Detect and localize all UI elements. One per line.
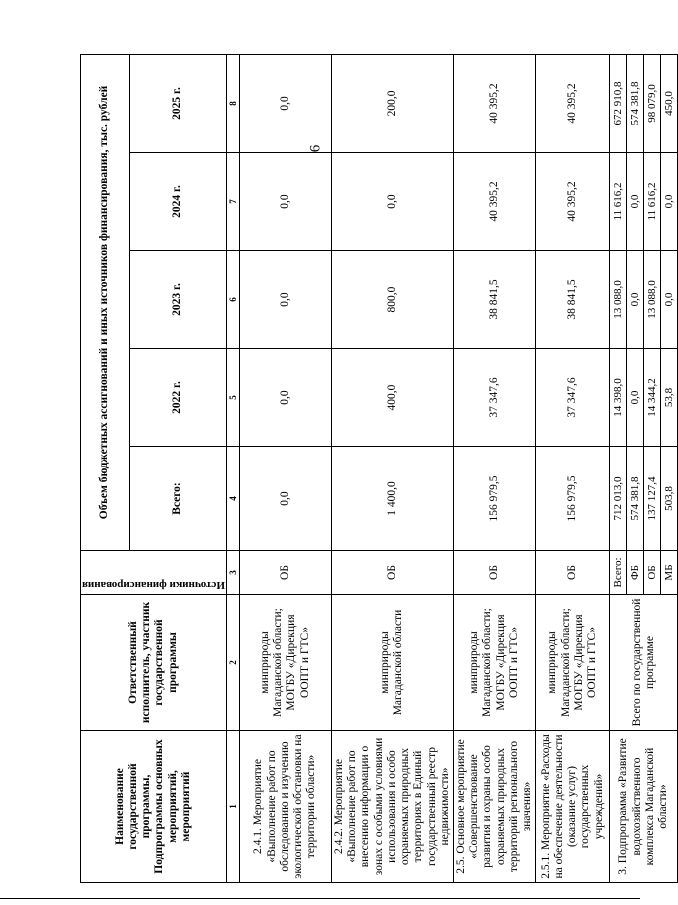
header-responsible: Ответственный исполнитель, участник государственной программы (81, 595, 227, 731)
program-source: ОБ (644, 551, 661, 595)
program-source: МБ (661, 551, 678, 595)
page-number: 6 (307, 144, 324, 153)
row-2022: 0,0 (239, 349, 331, 447)
row-2024: 0,0 (239, 153, 331, 251)
program-total: 574 381,8 (627, 447, 644, 551)
header-2023: 2023 г. (129, 251, 226, 349)
row-source: ОБ (536, 551, 610, 595)
col-number: 4 (226, 447, 239, 551)
program-2025: 98 079,0 (644, 54, 661, 152)
row-2023: 38 841,5 (536, 251, 610, 349)
program-2022: 14 344,2 (644, 349, 661, 447)
budget-table (80, 54, 678, 883)
program-2023: 0,0 (661, 251, 678, 349)
row-total: 156 979,5 (536, 447, 610, 551)
col-number: 2 (226, 595, 239, 731)
program-2024: 11 616,2 (610, 153, 627, 251)
bottom-divider (0, 898, 640, 899)
row-2023: 800,0 (331, 251, 453, 349)
row-2023: 0,0 (239, 251, 331, 349)
program-name: 3. Подпрограмма «Развитие водохозяйственного комплекса Магаданской области» (610, 731, 678, 883)
header-2022: 2022 г. (129, 349, 226, 447)
row-total: 0,0 (239, 447, 331, 551)
row-name: 2.4.2. Мероприятие «Выполнение работ по внесению информации о зонах с особыми условиями использования и особо охраняемых природных территориях в Единый государственный реестр недвижимости» (331, 731, 453, 883)
row-2022: 37 347,6 (453, 349, 535, 447)
program-source: Всего: (610, 551, 627, 595)
program-2025: 672 910,8 (610, 54, 627, 152)
program-2025: 450,0 (661, 54, 678, 152)
header-total: Всего: (129, 447, 226, 551)
program-2023: 13 088,0 (644, 251, 661, 349)
program-2022: 0,0 (627, 349, 644, 447)
table-row (239, 54, 331, 882)
row-total: 156 979,5 (453, 447, 535, 551)
row-2025: 0,0 (239, 54, 331, 152)
program-2024: 11 616,2 (644, 153, 661, 251)
program-responsible: Всего по государственной программе (610, 595, 678, 731)
header-source: Источники финансирования (81, 551, 227, 595)
program-2024: 0,0 (627, 153, 644, 251)
program-total: 712 013,0 (610, 447, 627, 551)
rotated-table-container (80, 55, 675, 883)
row-2023: 38 841,5 (453, 251, 535, 349)
row-2025: 40 395,2 (453, 54, 535, 152)
program-total-row (610, 54, 627, 882)
row-responsible: минприроды Магаданской области; МОГБУ «Дирекция ООПТ и ГТС» (536, 595, 610, 731)
program-2024: 0,0 (661, 153, 678, 251)
row-2024: 40 395,2 (536, 153, 610, 251)
program-2023: 0,0 (627, 251, 644, 349)
col-number: 3 (226, 551, 239, 595)
row-source: ОБ (239, 551, 331, 595)
row-2022: 400,0 (331, 349, 453, 447)
program-2025: 574 381,8 (627, 54, 644, 152)
row-2025: 40 395,2 (536, 54, 610, 152)
col-number: 5 (226, 349, 239, 447)
header-volume: Объем бюджетных ассигнований и иных источников финансирования, тыс. рублей (81, 54, 130, 550)
table-row (536, 54, 610, 882)
col-number: 7 (226, 153, 239, 251)
program-2022: 53,8 (661, 349, 678, 447)
row-name: 2.4.1. Мероприятие «Выполнение работ по обследованию и изучению экологической обстановки на территории области» (239, 731, 331, 883)
program-total: 137 127,4 (644, 447, 661, 551)
header-2025: 2025 г. (129, 54, 226, 152)
col-number: 1 (226, 731, 239, 883)
row-source: ОБ (331, 551, 453, 595)
row-responsible: минприроды Магаданской области; МОГБУ «Дирекция ООПТ и ГТС» (453, 595, 535, 731)
row-source: ОБ (453, 551, 535, 595)
header-2024: 2024 г. (129, 153, 226, 251)
row-name: 2.5.1. Мероприятие «Расходы на обеспечение деятельности (оказание услуг) государственных учреждений» (536, 731, 610, 883)
row-2025: 200,0 (331, 54, 453, 152)
row-responsible: минприроды Магаданской области; МОГБУ «Дирекция ООПТ и ГТС» (239, 595, 331, 731)
row-name: 2.5. Основное мероприятие «Совершенствование развития и охраны особо охраняемых природных территорий регионального значения» (453, 731, 535, 883)
table-row (331, 54, 453, 882)
row-responsible: минприроды Магаданской области (331, 595, 453, 731)
program-total: 503,8 (661, 447, 678, 551)
table-row (453, 54, 535, 882)
row-total: 1 400,0 (331, 447, 453, 551)
row-2022: 37 347,6 (536, 349, 610, 447)
program-source: ФБ (627, 551, 644, 595)
header-name: Наименование государственной программы, Подпрограммы основных мероприятий, мероприятий (81, 731, 227, 883)
column-number-row (226, 54, 239, 882)
col-number: 8 (226, 54, 239, 152)
program-2022: 14 398,0 (610, 349, 627, 447)
col-number: 6 (226, 251, 239, 349)
row-2024: 40 395,2 (453, 153, 535, 251)
row-2024: 0,0 (331, 153, 453, 251)
program-2023: 13 088,0 (610, 251, 627, 349)
